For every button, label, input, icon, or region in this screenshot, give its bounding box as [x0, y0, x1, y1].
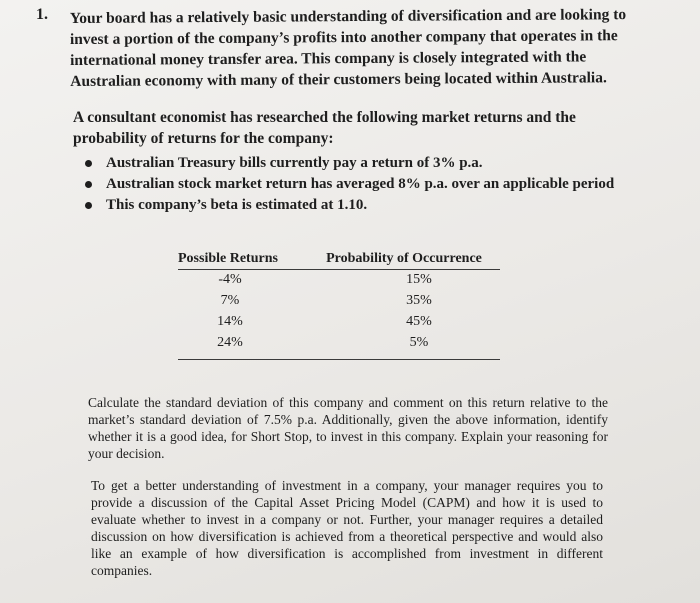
- question-intro: Your board has a relatively basic understanding of diversification and are looking to invest a portion of the company’s profits into another company that operates in the international money transfer area. This company is closely integrated with the Australian economy with many of their customers being located within Australia.: [69, 6, 627, 91]
- bullet-icon: [85, 202, 92, 209]
- header-possible-returns: Possible Returns: [178, 251, 278, 266]
- return-cell: 24%: [217, 334, 243, 350]
- bullet-text: Australian Treasury bills currently pay a return of 3% p.a.: [106, 155, 483, 171]
- question-number: 1.: [36, 6, 48, 23]
- consultant-statement: A consultant economist has researched the following market returns and the probability of returns for the company:: [73, 109, 576, 147]
- table-header: [178, 245, 500, 267]
- bullet-icon: [85, 181, 92, 188]
- list-item: [82, 174, 614, 195]
- return-cell: -4%: [218, 271, 242, 287]
- probability-cell: 15%: [406, 271, 432, 287]
- header-probability: Probability of Occurrence: [326, 251, 482, 266]
- table-row: [178, 269, 500, 290]
- bullet-text: This company’s beta is estimated at 1.10.: [106, 197, 368, 213]
- list-item: [82, 195, 614, 216]
- table-row: [178, 311, 500, 332]
- bullet-text: Australian stock market return has averaged 8% p.a. over an applicable period: [106, 176, 615, 192]
- table-body: [178, 269, 500, 353]
- list-item: [82, 153, 614, 174]
- probability-cell: 45%: [406, 313, 432, 329]
- return-cell: 14%: [217, 313, 243, 329]
- market-facts-list: [82, 153, 614, 216]
- table-bottom-rule: [178, 359, 500, 360]
- task-capm-discussion: To get a better understanding of investment in a company, your manager requires you to provide a discussion of the Capital Asset Pricing Model (CAPM) and how it is used to evaluate whether to invest in a company or not. Further, your manager requires a detailed discussion on how diversification is achieved from a theoretical perspective and would also like an example of how diversification is accomplished from investment in different companies.: [91, 478, 603, 578]
- bullet-icon: [85, 160, 92, 167]
- table-row: [178, 290, 500, 311]
- returns-table: [178, 245, 500, 350]
- task-standard-deviation: Calculate the standard deviation of this company and comment on this return relative to the market’s standard deviation of 7.5% p.a. Additionally, given the above information, identify whether it is a good idea, for Short Stop, to invest in this company. Explain your reasoning for your decision.: [88, 395, 608, 461]
- probability-cell: 5%: [409, 334, 429, 350]
- probability-cell: 35%: [406, 292, 432, 308]
- table-row: [178, 332, 500, 353]
- return-cell: 7%: [220, 292, 240, 308]
